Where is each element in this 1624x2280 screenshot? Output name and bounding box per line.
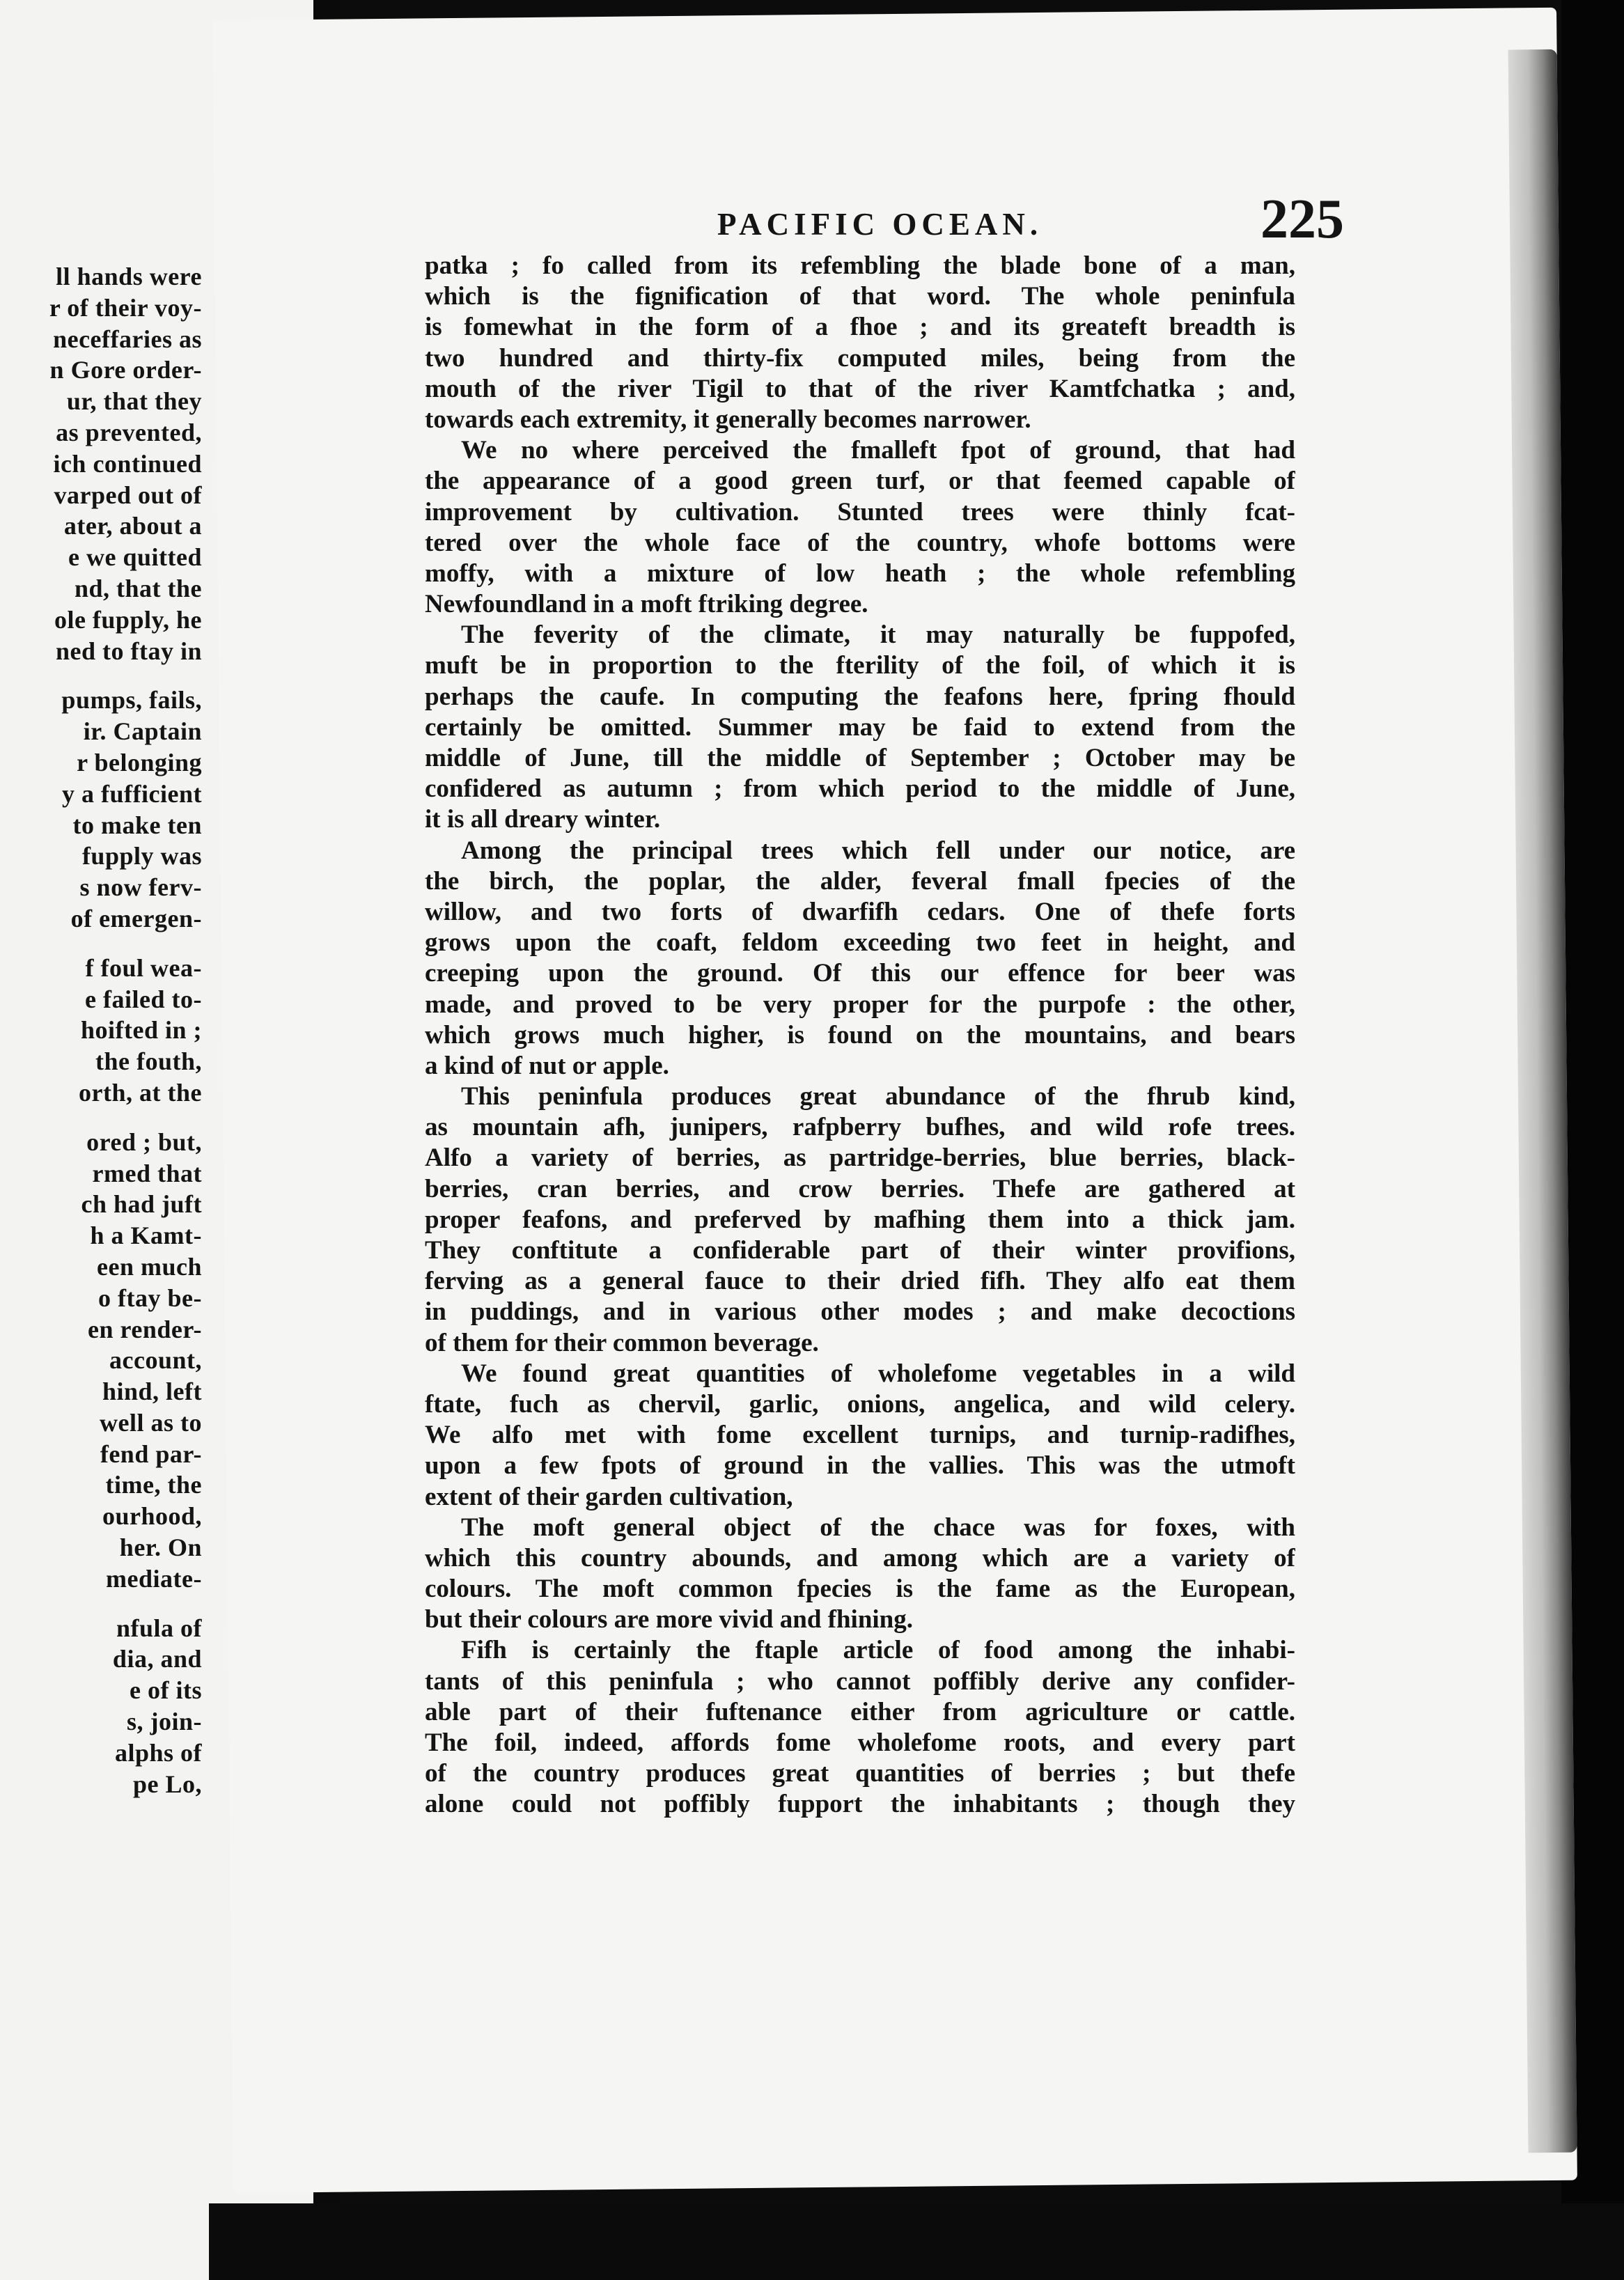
previous-page-line: the fouth, — [95, 1047, 202, 1076]
text-line: middle of June, till the middle of September ; October may be — [425, 744, 1295, 772]
text-line: as mountain afh, junipers, rafpberry bufhes, and wild rofe trees. — [425, 1113, 1295, 1142]
previous-page-line: hind, left — [102, 1377, 202, 1406]
previous-page-line: nfula of — [116, 1614, 202, 1642]
text-line: We found great quantities of wholefome vegetables in a wild — [461, 1359, 1295, 1388]
previous-page-line: f foul wea- — [85, 953, 202, 982]
previous-page-line: nd, that the — [74, 574, 202, 602]
previous-page-line: varped out of — [54, 481, 202, 509]
previous-page-line: ich continued — [53, 449, 202, 478]
previous-page-line: r belonging — [77, 748, 202, 776]
text-line: improvement by cultivation. Stunted trees were thinly fcat- — [425, 497, 1295, 526]
previous-page-line: ored ; but, — [86, 1127, 202, 1156]
previous-page-line: pe Lo, — [132, 1770, 202, 1798]
text-line: the birch, the poplar, the alder, feveral fmall fpecies of the — [425, 866, 1295, 896]
previous-page-line: s, join- — [126, 1708, 202, 1736]
text-line: in puddings, and in various other modes ; and make decoctions — [425, 1297, 1295, 1327]
text-line: We no where perceived the fmalleft fpot of ground, that had — [461, 436, 1295, 465]
previous-page-line: pumps, fails, — [61, 686, 202, 715]
previous-page-line: her. On — [119, 1533, 202, 1562]
previous-page-line: ned to ftay in — [55, 637, 202, 665]
page-header — [481, 189, 1344, 258]
text-line: creeping upon the ground. Of this our effence for beer was — [425, 959, 1295, 988]
previous-page-line: ur, that they — [66, 387, 202, 416]
text-line: proper feafons, and preferved by mafhing them into a thick jam. — [425, 1205, 1295, 1234]
text-line: tered over the whole face of the country, whofe bottoms were — [425, 528, 1295, 557]
previous-page-line: y a fufficient — [62, 779, 202, 808]
previous-page-line: hoifted in ; — [80, 1016, 202, 1045]
text-line: The moft general object of the chace was for foxes, with — [461, 1513, 1295, 1542]
text-line: it is all dreary winter. — [425, 805, 661, 834]
previous-page-line: neceffaries as — [53, 325, 202, 353]
text-line: towards each extremity, it generally becomes narrower. — [425, 405, 1031, 434]
previous-page-line: account, — [109, 1346, 202, 1375]
text-line: Fifh is certainly the ftaple article of food among the inhabi- — [461, 1636, 1295, 1665]
previous-page-line: s now ferv- — [79, 873, 202, 902]
text-line: ferving as a general fauce to their dried fifh. They alfo eat them — [425, 1267, 1295, 1296]
text-line: colours. The moft common fpecies is the fame as the European, — [425, 1575, 1295, 1604]
text-line: tants of this peninfula ; who cannot poffibly derive any confider- — [425, 1666, 1295, 1696]
text-line: which grows much higher, is found on the mountains, and bears — [425, 1020, 1295, 1049]
previous-page-line: rmed that — [92, 1159, 202, 1187]
previous-page-line: as prevented, — [56, 418, 202, 446]
previous-page-line — [0, 935, 202, 953]
previous-page-line — [0, 1109, 202, 1127]
previous-page-line: ater, about a — [63, 512, 202, 540]
text-line: extent of their garden cultivation, — [425, 1482, 793, 1511]
text-line: They conftitute a confiderable part of their winter provifions, — [425, 1236, 1295, 1265]
running-head: PACIFIC OCEAN. — [717, 207, 1043, 242]
previous-page-line: fupply was — [81, 842, 202, 870]
text-line: moffy, with a mixture of low heath ; the whole refembling — [425, 559, 1295, 588]
previous-page-line: o ftay be- — [98, 1283, 202, 1312]
bottom-background — [209, 2203, 1624, 2280]
previous-page-line: n Gore order- — [49, 356, 202, 384]
text-line: but their colours are more vivid and fhining. — [425, 1605, 914, 1634]
page-number: 225 — [1260, 189, 1344, 250]
text-line: Among the principal trees which fell under our notice, are — [461, 836, 1295, 865]
previous-page-line: orth, at the — [79, 1078, 202, 1107]
previous-page-line: mediate- — [106, 1564, 202, 1593]
text-line: alone could not poffibly fupport the inhabitants ; though they — [425, 1790, 1295, 1819]
text-line: two hundred and thirty-fix computed miles, being from the — [425, 343, 1295, 373]
text-line: which this country abounds, and among which are a variety of — [425, 1543, 1295, 1572]
text-line: of them for their common beverage. — [425, 1328, 819, 1357]
text-line: ftate, fuch as chervil, garlic, onions, angelica, and wild celery. — [425, 1389, 1295, 1419]
text-line: of the country produces great quantities of berries ; but thefe — [425, 1759, 1295, 1788]
text-line: confidered as autumn ; from which period to the middle of June, — [425, 774, 1295, 804]
previous-page-line: een much — [97, 1252, 202, 1281]
text-line: This peninfula produces great abundance of the fhrub kind, — [461, 1082, 1295, 1111]
text-line: certainly be omitted. Summer may be faid to extend from the — [425, 712, 1295, 742]
text-line: Alfo a variety of berries, as partridge-berries, blue berries, black- — [425, 1143, 1295, 1173]
text-line: willow, and two forts of dwarfifh cedars. One of thefe forts — [425, 897, 1295, 926]
text-line: berries, cran berries, and crow berries. Thefe are gathered at — [425, 1174, 1295, 1203]
text-line: muft be in proportion to the fterility of the foil, of which it is — [425, 651, 1295, 680]
previous-page-line: h a Kamt- — [90, 1221, 202, 1250]
previous-page-line: ll hands were — [56, 263, 202, 290]
text-line: is fomewhat in the form of a fhoe ; and its greateft breadth is — [425, 313, 1295, 342]
previous-page-line: ir. Captain — [83, 717, 202, 746]
text-line: made, and proved to be very proper for the purpofe : the other, — [425, 990, 1295, 1019]
previous-page-line: ole fupply, he — [54, 605, 202, 634]
previous-page-line: of emergen- — [70, 904, 202, 932]
previous-page-line: well as to — [100, 1408, 202, 1437]
previous-page-line: alphs of — [114, 1738, 202, 1767]
text-line: mouth of the river Tigil to that of the river Kamtfchatka ; and, — [425, 374, 1295, 403]
text-line: a kind of nut or apple. — [425, 1051, 669, 1080]
text-line: able part of their fuftenance either from agriculture or cattle. — [425, 1697, 1295, 1726]
text-line: grows upon the coaft, feldom exceeding two feet in height, and — [425, 928, 1295, 958]
page-body — [425, 251, 1295, 1820]
text-line: The foil, indeed, affords fome wholefome roots, and every part — [425, 1728, 1295, 1757]
previous-page-line: e failed to- — [85, 985, 202, 1013]
previous-page-line — [0, 666, 202, 685]
text-line: We alfo met with fome excellent turnips, and turnip-radifhes, — [425, 1421, 1295, 1450]
previous-page-line: en render- — [88, 1315, 202, 1343]
previous-page-line — [0, 1595, 202, 1613]
text-line: the appearance of a good green turf, or that feemed capable of — [425, 467, 1295, 496]
previous-page-line: to make ten — [72, 811, 202, 839]
text-line: The feverity of the climate, it may naturally be fuppofed, — [461, 620, 1295, 650]
previous-page-line: e we quitted — [68, 543, 202, 572]
previous-page-line: ourhood, — [102, 1502, 202, 1531]
text-line: upon a few fpots of ground in the vallies. This was the utmoft — [425, 1451, 1295, 1481]
text-line: perhaps the caufe. In computing the feafons here, fpring fhould — [425, 682, 1295, 711]
previous-page-line: e of its — [130, 1676, 202, 1705]
text-line: Newfoundland in a moft ftriking degree. — [425, 590, 868, 619]
previous-page-line: fend par- — [100, 1439, 202, 1468]
previous-page-text — [0, 261, 202, 1799]
previous-page-line: dia, and — [112, 1645, 202, 1673]
text-line: which is the fignification of that word. The whole peninfula — [425, 282, 1295, 311]
text-line: patka ; fo called from its refembling the blade bone of a man, — [425, 251, 1295, 280]
previous-page-line: ch had juft — [81, 1190, 202, 1219]
previous-page-line: time, the — [105, 1471, 202, 1499]
previous-page-line: r of their voy- — [49, 293, 202, 322]
